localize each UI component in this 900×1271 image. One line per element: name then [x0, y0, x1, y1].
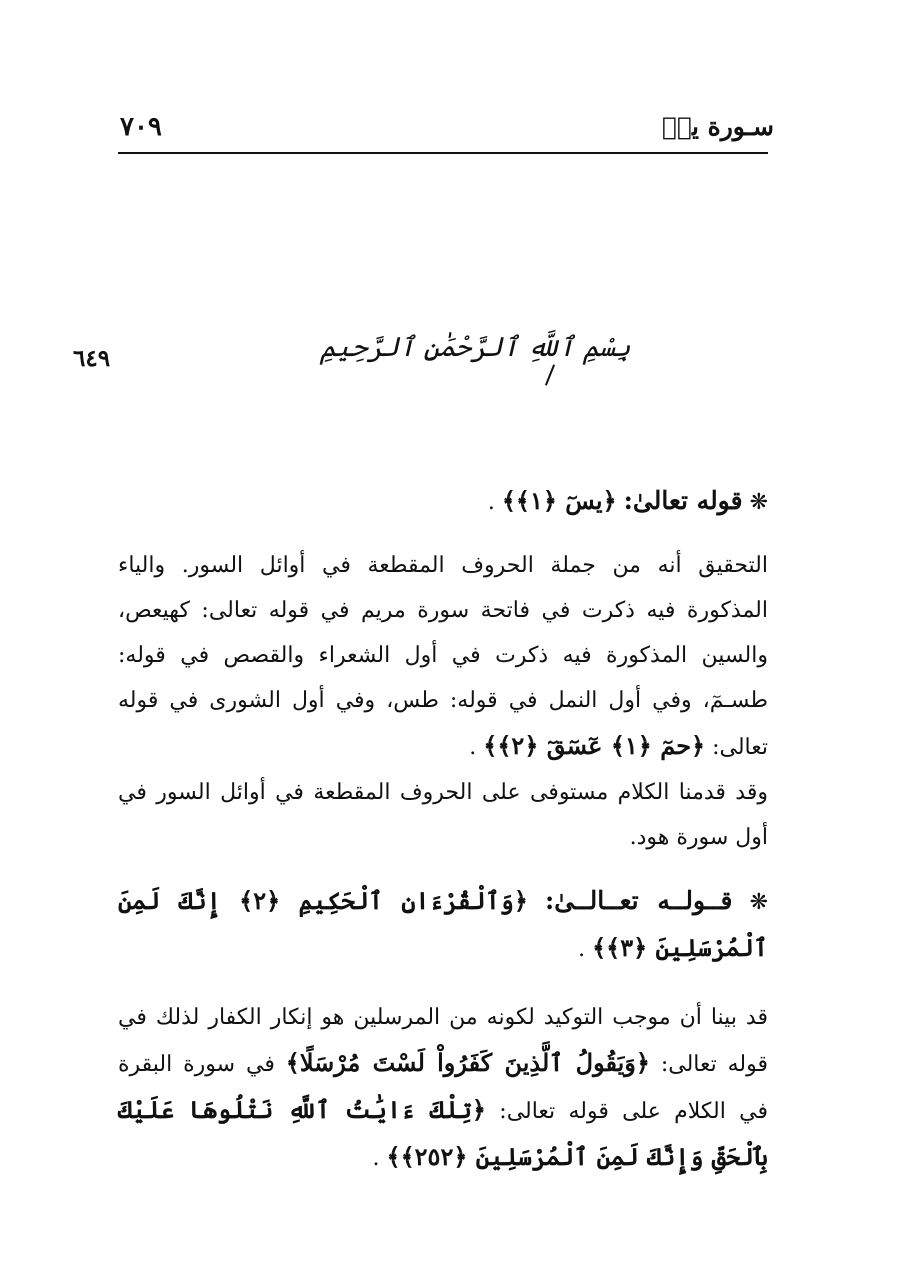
paragraph-1: [118, 543, 768, 770]
heading-label: قــولــه تعــالــىٰ:: [544, 886, 733, 915]
heading-label: قوله تعالىٰ:: [623, 486, 743, 515]
star-icon: ❋: [749, 890, 768, 915]
paragraph-2: [118, 770, 768, 860]
paragraph-3: [118, 995, 768, 1181]
margin-page-number: ٦٤٩: [73, 345, 111, 372]
period: .: [578, 937, 586, 962]
star-icon: ❋: [749, 490, 768, 515]
paragraph-text: قد بينا أن موجب التوكيد لكونه من المرسلين هو إنكار الكفار لذلك في قوله تعالى:: [118, 1005, 769, 1077]
period: .: [469, 735, 477, 760]
basmala-marker: [545, 364, 555, 385]
period: .: [372, 1146, 380, 1171]
paragraph-text: في سورة البقرة في الكلام على قوله تعالى:: [118, 1052, 769, 1124]
running-header-surah-name: سـورة يسۤ: [661, 112, 774, 141]
paragraph-text: وقد قدمنا الكلام مستوفى على الحروف المقطعة في أوائل السور في أول سورة هود.: [118, 780, 768, 850]
period: .: [487, 490, 495, 515]
quran-ayah: ﴿وَٱلْقُرْءَانِ ٱلْحَكِيمِ ﴿٢﴾ إِنَّكَ لَمِنَ ٱلْمُرْسَلِينَ ﴿٣﴾﴾: [118, 886, 768, 962]
basmala-calligraphy: بِسْمِ ٱللَّهِ ٱلرَّحْمَٰنِ ٱلرَّحِيمِ: [320, 332, 631, 363]
quran-ayah: ﴿يسٓ ﴿١﴾﴾: [501, 486, 617, 515]
verse-heading-1: [118, 478, 768, 525]
paragraph-text: التحقيق أنه من جملة الحروف المقطعة في أوائل السور. والياء المذكورة فيه ذكرت في فاتحة سورة مريم في قوله تعالى: كهيعص، والسين المذكورة فيه ذكرت في أول الشعراء والقصص في قوله: طسـمٓ، وفي أول النمل في قوله: طس، وفي أول الشورى في قوله تعالى:: [118, 553, 769, 760]
header-divider: [118, 152, 768, 154]
verse-heading-2: [118, 878, 768, 972]
quran-ayah: ﴿تِلْكَ ءَايَٰتُ ٱللَّهِ نَتْلُوهَا عَلَيْكَ بِٱلْحَقِّ وَإِنَّكَ لَمِنَ ٱلْمُرْسَلِينَ ﴿٢٥٢﴾﴾: [118, 1095, 768, 1171]
quran-ayah: ﴿وَيَقُولُ ٱلَّذِينَ كَفَرُواْ لَسْتَ مُرْسَلًا﴾: [285, 1048, 650, 1077]
quran-ayah: ﴿حمٓ ﴿١﴾ عٓسٓقٓ ﴿٢﴾﴾: [483, 731, 706, 760]
page-number: ٧٠٩: [120, 112, 162, 142]
